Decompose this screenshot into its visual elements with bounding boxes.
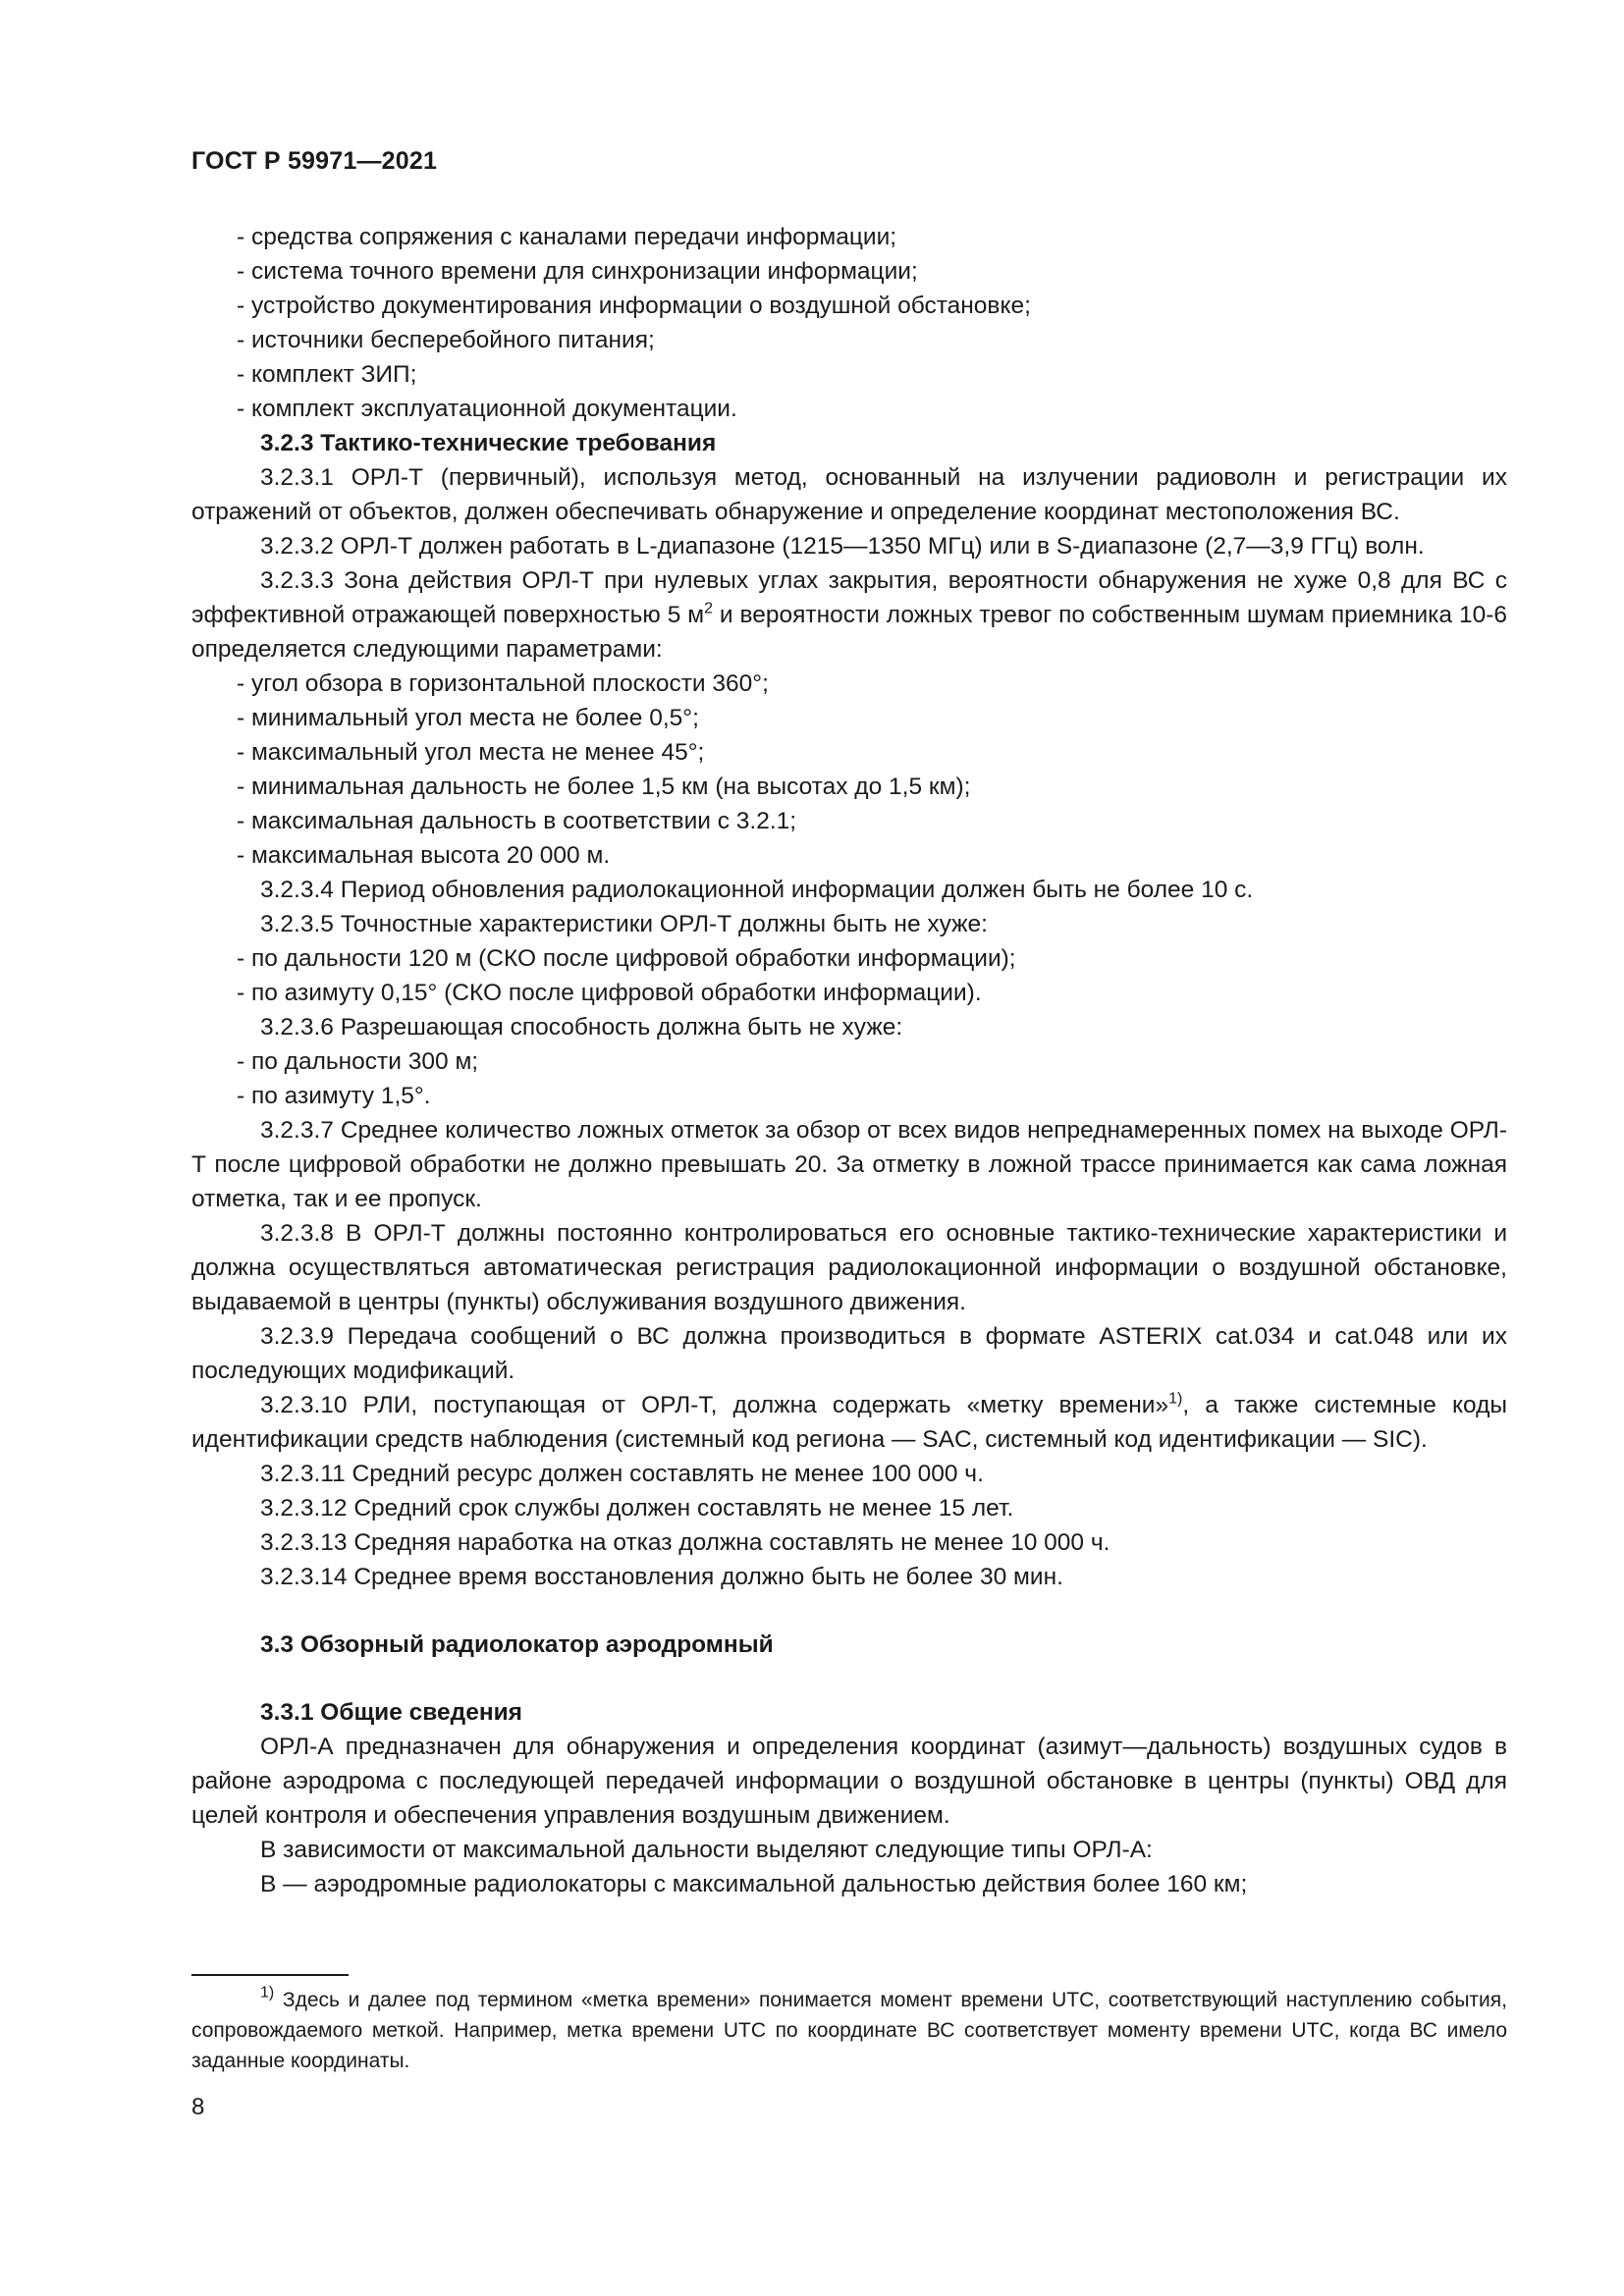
superscript: 1): [1168, 1390, 1183, 1408]
paragraph: [191, 1388, 1507, 1457]
paragraph-text: 3.2.3.3 Зона действия ОРЛ-Т при нулевых углах закрытия, вероятности обнаружения не хуже 0,8 для ВС с эффективной отражающей поверхностью 5 м: [191, 567, 1507, 628]
paragraph: 3.2.3.4 Период обновления радиолокационной информации должен быть не более 10 с.: [260, 877, 1254, 903]
paragraph: 3.2.3.14 Среднее время восстановления должно быть не более 30 мин.: [260, 1564, 1063, 1590]
paragraph: 3.2.3.8 В ОРЛ-Т должны постоянно контролироваться его основные тактико-технические характеристики и должна осуществляться автоматическая регистрация радиолокационной информации о воздушной обстановке, выдаваемой в центры (пункты) обслуживания воздушного движения.: [191, 1220, 1507, 1315]
paragraph: В — аэродромные радиолокаторы с максимальной дальностью действия более 160 км;: [260, 1871, 1248, 1897]
paragraph: 3.2.3.12 Средний срок службы должен составлять не менее 15 лет.: [260, 1495, 1014, 1522]
superscript: 2: [704, 600, 713, 617]
list-item: - минимальный угол места не более 0,5°;: [237, 705, 699, 731]
section-heading: 3.2.3 Тактико-технические требования: [260, 430, 717, 456]
footnote: [191, 1985, 1507, 2076]
list-item: - комплект ЗИП;: [237, 361, 417, 388]
section-heading: 3.3 Обзорный радиолокатор аэродромный: [260, 1631, 774, 1658]
section-heading: 3.3.1 Общие сведения: [260, 1699, 522, 1726]
document-header: ГОСТ Р 59971—2021: [191, 147, 438, 175]
paragraph: 3.2.3.7 Среднее количество ложных отметок за обзор от всех видов непреднамеренных помех на выходе ОРЛ-Т после цифровой обработки не должно превышать 20. За отметку в ложной трассе принимается как сама ложная отметка, так и ее пропуск.: [191, 1117, 1507, 1212]
list-item: - по дальности 120 м (СКО после цифровой обработки информации);: [237, 945, 1016, 972]
paragraph: ОРЛ-А предназначен для обнаружения и определения координат (азимут—дальность) воздушных судов в районе аэродрома с последующей передачей информации о воздушной обстановке в центры (пункты) ОВД для целей контроля и обеспечения управления воздушным движением.: [191, 1734, 1507, 1829]
footnote-divider: [191, 1974, 349, 1976]
paragraph: [191, 563, 1507, 667]
list-item: - устройство документирования информации о воздушной обстановке;: [237, 293, 1031, 319]
paragraph: 3.2.3.1 ОРЛ-Т (первичный), используя метод, основанный на излучении радиоволн и регистрации их отражений от объектов, должен обеспечивать обнаружение и определение координат местоположения ВС.: [191, 464, 1507, 525]
list-item: - комплект эксплуатационной документации.: [237, 396, 737, 422]
paragraph: 3.2.3.5 Точностные характеристики ОРЛ-Т должны быть не хуже:: [260, 911, 988, 937]
paragraph-text: 3.2.3.10 РЛИ, поступающая от ОРЛ-Т, должна содержать «метку времени»: [260, 1392, 1169, 1418]
list-item: - средства сопряжения с каналами передачи информации;: [237, 224, 897, 250]
paragraph: 3.2.3.6 Разрешающая способность должна быть не хуже:: [260, 1014, 903, 1041]
list-item: - система точного времени для синхронизации информации;: [237, 258, 918, 285]
list-item: - максимальный угол места не менее 45°;: [237, 739, 705, 766]
list-item: - по азимуту 0,15° (СКО после цифровой обработки информации).: [237, 980, 982, 1006]
paragraph: 3.2.3.9 Передача сообщений о ВС должна производиться в формате ASTERIX cat.034 и cat.048 или их последующих модификаций.: [191, 1323, 1507, 1384]
list-item: - угол обзора в горизонтальной плоскости 360°;: [237, 670, 769, 697]
paragraph-text: , а также системные коды идентификации средств наблюдения (системный код региона — SAC, системный код идентификации — SIC).: [191, 1392, 1508, 1453]
paragraph-text: и вероятности ложных тревог по собственным шумам приемника 10-6 определяется следующими параметрами:: [191, 602, 1507, 663]
list-item: - минимальная дальность не более 1,5 км (на высотах до 1,5 км);: [237, 774, 971, 800]
list-item: - источники бесперебойного питания;: [237, 327, 655, 353]
page-number: 8: [191, 2094, 205, 2120]
footnote-marker: 1): [260, 1984, 275, 2002]
list-item: - максимальная высота 20 000 м.: [237, 842, 611, 869]
paragraph: 3.2.3.11 Средний ресурс должен составлять не менее 100 000 ч.: [260, 1461, 984, 1487]
paragraph: В зависимости от максимальной дальности выделяют следующие типы ОРЛ-А:: [260, 1837, 1153, 1863]
document-body: [191, 220, 1507, 1901]
footnote-text: Здесь и далее под термином «метка времени» понимается момент времени UTC, соответствующий наступлению события, сопровождаемого меткой. Например, метка времени UTC по координате ВС соответствует моменту времени UTC, когда ВС имело заданные координаты.: [191, 1989, 1507, 2072]
list-item: - максимальная дальность в соответствии с 3.2.1;: [237, 808, 797, 834]
list-item: - по дальности 300 м;: [237, 1048, 479, 1075]
list-item: - по азимуту 1,5°.: [237, 1083, 431, 1109]
paragraph: 3.2.3.13 Средняя наработка на отказ должна составлять не менее 10 000 ч.: [260, 1529, 1110, 1556]
paragraph: 3.2.3.2 ОРЛ-Т должен работать в L-диапазоне (1215—1350 МГц) или в S-диапазоне (2,7—3,9 ГГц) волн.: [260, 533, 1425, 560]
